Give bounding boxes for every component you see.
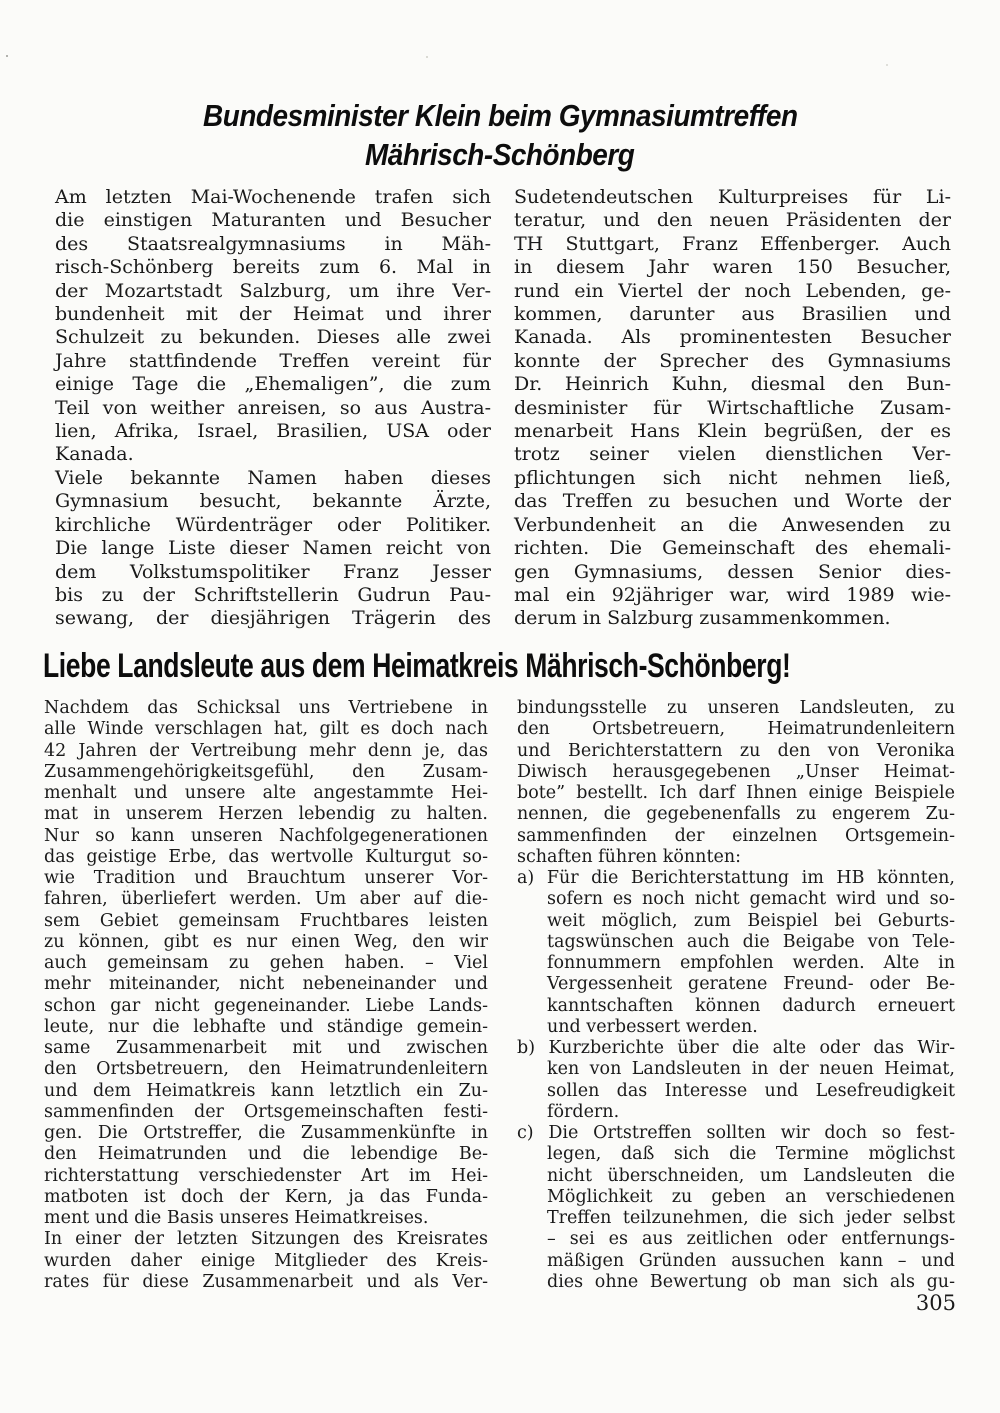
text-line: das geistige Erbe, das wertvolle Kulturgut so- [44, 846, 488, 867]
text-line: lien, Afrika, Israel, Brasilien, USA oder [55, 420, 491, 443]
scan-noise [6, 55, 8, 57]
text-line: fonnummern empfohlen werden. Alte in [547, 953, 955, 973]
text-line: Am letzten Mai-Wochenende trafen sich [55, 186, 491, 208]
text-line: sammenfinden der Ortsgemeinschaften festi- [44, 1101, 488, 1122]
text-line: mäßigen Gründen aussuchen kann – und [547, 1250, 955, 1271]
text-line: kommen, darunter aus Brasilien und [514, 303, 951, 326]
text-line: wie Tradition und Brauchtum unserer Vor- [44, 868, 488, 888]
text-line: Treffen teilzunehmen, die sich jeder selbst [547, 1208, 955, 1228]
text-line: bindungsstelle zu unseren Landsleuten, zu [517, 698, 955, 718]
text-line: Zusammengehörigkeitsgefühl, den Zusam- [44, 761, 488, 782]
text-line: der Mozartstadt Salzburg, um ihre Ver- [55, 279, 491, 302]
text-line: rates für diese Zusammenarbeit und als Ver- [44, 1271, 488, 1292]
text-line: sewang, der diesjährigen Trägerin des [55, 607, 491, 630]
article1-column-left [55, 186, 491, 631]
text-line: mehr miteinander, nicht nebeneinander und [44, 974, 488, 995]
article1-title [0, 96, 1000, 174]
text-line: c) Die Ortstreffen sollten wir doch so fest- [517, 1123, 955, 1143]
text-line: Nachdem das Schicksal uns Vertriebene in [44, 698, 488, 718]
text-line: kanntschaften können dadurch erneuert [547, 995, 955, 1016]
text-line: b) Kurzberichte über die alte oder das Wir- [517, 1038, 955, 1058]
text-line: matboten ist doch der Kern, ja das Funda- [44, 1186, 488, 1207]
text-line: und dem Heimatkreis kann letztlich ein Zu- [44, 1080, 488, 1101]
text-line: rund ein Viertel der noch Lebenden, ge- [514, 279, 951, 302]
text-line: einige Tage die „Ehemaligen”, die zum [55, 373, 491, 396]
text-line: Die lange Liste dieser Namen reicht von [55, 537, 491, 560]
article2-title [43, 642, 1000, 690]
text-line: sofern es noch nicht gemacht wird und so- [547, 889, 955, 910]
text-line: Viele bekannte Namen haben dieses [55, 466, 491, 489]
text-line: dies ohne Bewertung ob man sich als gu- [547, 1271, 955, 1292]
text-line: Diwisch herausgegebenen „Unser Heimat- [517, 761, 955, 782]
text-line: Sudetendeutschen Kulturpreises für Li- [514, 186, 951, 208]
text-line: Verbundenheit an die Anwesenden zu [514, 513, 951, 536]
text-line: – sei es aus zeitlichen oder entfernungs- [547, 1229, 955, 1250]
article2-column-right [517, 698, 955, 1293]
text-line: Nur so kann unseren Nachfolgegenerationen [44, 825, 488, 846]
text-line: TH Stuttgart, Franz Effenberger. Auch [514, 232, 951, 255]
text-line: das Treffen zu besuchen und Worte der [514, 490, 951, 513]
text-line: risch-Schönberg bereits zum 6. Mal in [55, 256, 491, 279]
text-line: Teil von weither anreisen, so aus Austra- [55, 396, 491, 419]
text-line: derum in Salzburg zusammenkommen. [514, 607, 891, 630]
text-line: dem Volkstumspolitiker Franz Jesser [55, 560, 491, 583]
text-line: auch gemeinsam zu gehen haben. – Viel [44, 953, 488, 973]
article1-column-right [514, 186, 951, 631]
text-line: gen. Die Ortstreffer, die Zusammenkünfte in [44, 1123, 488, 1143]
text-line: ken von Landsleuten in der neuen Heimat, [547, 1059, 955, 1080]
text-line: pflichtungen sich nicht nehmen ließ, [514, 466, 951, 489]
article1-title-line1: Bundesminister Klein beim Gymnasiumtreffen [202, 98, 798, 133]
article1-title-line2: Mährisch-Schönberg [365, 137, 635, 172]
text-line: In einer der letzten Sitzungen des Kreisrates [44, 1229, 488, 1250]
text-line: schaften führen könnten: [517, 846, 741, 867]
text-line: gen Gymnasiums, dessen Senior dies- [514, 560, 951, 583]
text-line: und verbessert werden. [547, 1016, 758, 1037]
text-line: zu können, gibt es nur einen Weg, den wir [44, 931, 488, 952]
text-line: same Zusammenarbeit mit und zwischen [44, 1038, 488, 1058]
text-line: menhalt und unsere alte angestammte Hei- [44, 783, 488, 803]
text-line: fördern. [547, 1101, 620, 1122]
article2-title-text: Liebe Landsleute aus dem Heimatkreis Mährisch-Schönberg! [43, 647, 791, 685]
text-line: Kanada. Als prominentesten Besucher [514, 326, 951, 349]
text-line: nennen, die gegebenenfalls zu engerem Zu- [517, 804, 955, 825]
text-line: konnte der Sprecher des Gymnasiums [514, 349, 951, 372]
text-line: ment und die Basis unseres Heimatkreises. [44, 1208, 429, 1228]
text-line: sollen das Interesse und Lesefreudigkeit [547, 1080, 955, 1101]
text-line: sammenfinden der einzelnen Ortsgemein- [517, 825, 955, 846]
text-line: a) Für die Berichterstattung im HB könnten, [517, 868, 955, 888]
text-line: kirchliche Würdenträger oder Politiker. [55, 513, 491, 536]
text-line: legen, daß sich die Termine möglichst [547, 1144, 955, 1165]
text-line: Gymnasium besucht, bekannte Ärzte, [55, 490, 491, 513]
text-line: mal ein 92jähriger war, wird 1989 wie- [514, 583, 951, 606]
text-line: schon gar nicht gegeneinander. Liebe Lands- [44, 995, 488, 1016]
text-line: sem Gebiet gemeinsam Fruchtbares leisten [44, 910, 488, 931]
text-line: tagswünschen auch die Beigabe von Tele- [547, 931, 955, 952]
text-line: bundenheit mit der Heimat und ihrer [55, 303, 491, 326]
text-line: Jahre stattfindende Treffen vereint für [55, 349, 491, 372]
text-line: alle Winde verschlagen hat, gilt es doch nach [44, 719, 488, 740]
text-line: den Heimatrunden und die lebendige Be- [44, 1144, 488, 1165]
text-line: bis zu der Schriftstellerin Gudrun Pau- [55, 583, 491, 606]
text-line: leute, nur die lebhafte und ständige gemein- [44, 1016, 488, 1037]
page-number: 305 [915, 1291, 956, 1315]
text-line: in diesem Jahr waren 150 Besucher, [514, 256, 951, 279]
text-line: wurden daher einige Mitglieder des Kreis- [44, 1250, 488, 1271]
text-line: Möglichkeit zu geben an verschiedenen [547, 1186, 955, 1207]
text-line: desminister für Wirtschaftliche Zusam- [514, 396, 951, 419]
text-line: menarbeit Hans Klein begrüßen, der es [514, 420, 951, 443]
text-line: und Berichterstattern zu den von Veronika [517, 740, 955, 761]
text-line: teratur, und den neuen Präsidenten der [514, 209, 951, 232]
article2-column-left [44, 698, 488, 1293]
text-line: den Ortsbetreuern, den Heimatrundenleitern [44, 1059, 488, 1080]
text-line: nicht überschneiden, um Landsleuten die [547, 1165, 955, 1186]
text-line: richterstattung verschiedenster Art im Hei- [44, 1165, 488, 1186]
text-line: fahren, überliefert werden. Um aber auf die- [44, 889, 488, 910]
text-line: Kanada. [55, 443, 134, 466]
text-line: richten. Die Gemeinschaft des ehemali- [514, 537, 951, 560]
text-line: 42 Jahren der Vertreibung mehr denn je, das [44, 740, 488, 761]
text-line: den Ortsbetreuern, Heimatrundenleitern [517, 719, 955, 740]
text-line: Vergessenheit geratene Freund- oder Be- [547, 974, 955, 995]
text-line: trotz seiner vielen dienstlichen Ver- [514, 443, 951, 466]
text-line: mat in unserem Herzen lebendig zu halten. [44, 804, 488, 825]
text-line: die einstigen Maturanten und Besucher [55, 209, 491, 232]
text-line: des Staatsrealgymnasiums in Mäh- [55, 232, 491, 255]
text-line: bote” bestellt. Ich darf Ihnen einige Beispiele [517, 783, 955, 803]
text-line: Dr. Heinrich Kuhn, diesmal den Bun- [514, 373, 951, 396]
text-line: Schulzeit zu bekunden. Dieses alle zwei [55, 326, 491, 349]
text-line: weit möglich, zum Beispiel bei Geburts- [547, 910, 955, 931]
